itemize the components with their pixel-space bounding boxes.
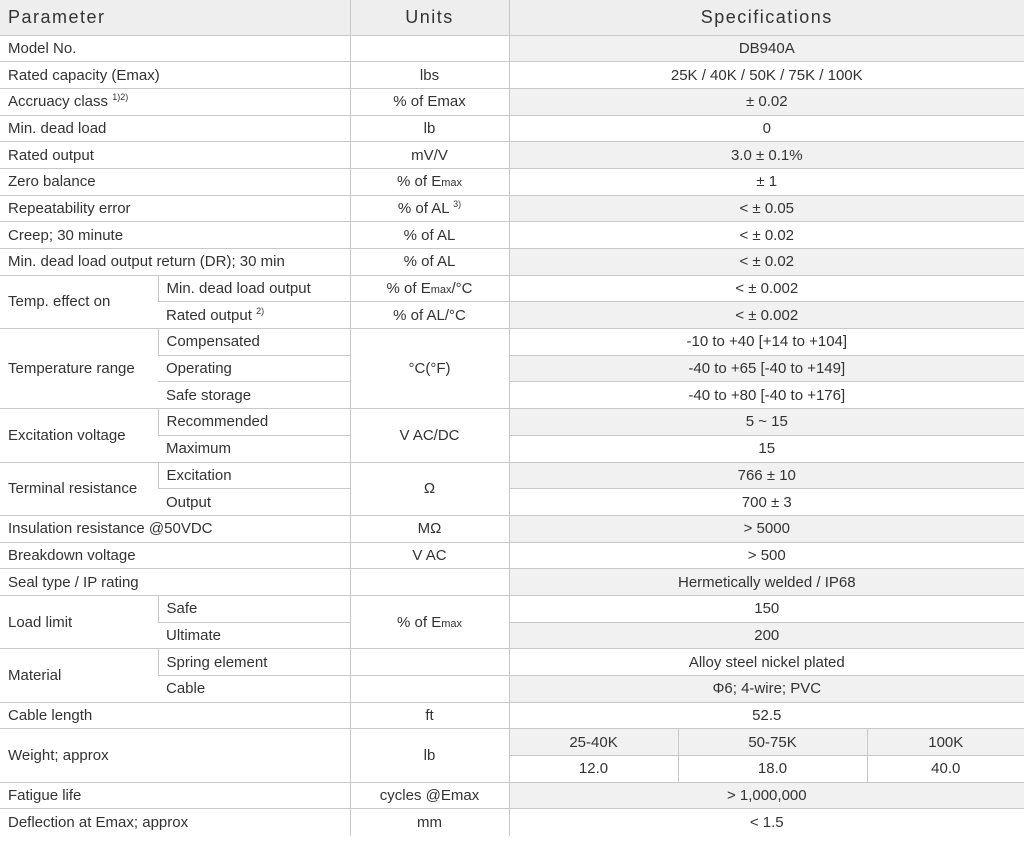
param-temp-effect: Temp. effect on bbox=[0, 275, 158, 328]
unit-seal bbox=[350, 569, 509, 596]
unit-zero-balance-text: % of E bbox=[397, 173, 442, 191]
sub-terminal-output: Output bbox=[158, 489, 350, 516]
unit-material-spring bbox=[350, 649, 509, 676]
spec-fatigue: > 1,000,000 bbox=[509, 782, 1024, 809]
spec-breakdown: > 500 bbox=[509, 542, 1024, 569]
spec-insulation: > 5000 bbox=[509, 515, 1024, 542]
table-row bbox=[0, 515, 1024, 542]
spec-min-dead-load: 0 bbox=[509, 115, 1024, 142]
spec-zero-balance: ± 1 bbox=[509, 168, 1024, 195]
sub-excitation-recommended: Recommended bbox=[158, 409, 350, 436]
unit-terminal-resistance: Ω bbox=[350, 462, 509, 515]
param-creep: Creep; 30 minute bbox=[0, 222, 350, 249]
sub-temp-effect-rated-footnote: 2) bbox=[256, 305, 265, 316]
param-weight: Weight; approx bbox=[0, 729, 350, 782]
param-fatigue: Fatigue life bbox=[0, 782, 350, 809]
table-row bbox=[0, 35, 1024, 62]
unit-accuracy: % of Emax bbox=[350, 88, 509, 115]
param-material: Material bbox=[0, 649, 158, 702]
sub-load-limit-safe: Safe bbox=[158, 595, 350, 622]
param-accuracy bbox=[0, 88, 350, 115]
spec-temp-operating: -40 to +65 [-40 to +149] bbox=[509, 355, 1024, 382]
weight-value-100k: 40.0 bbox=[867, 756, 1024, 783]
weight-label-100k: 100K bbox=[867, 729, 1024, 756]
table-row bbox=[0, 88, 1024, 115]
unit-temp-effect-min-dead bbox=[350, 275, 509, 302]
spec-terminal-excitation: 766 ± 10 bbox=[509, 462, 1024, 489]
spec-repeatability: < ± 0.05 bbox=[509, 195, 1024, 222]
unit-temp-effect-text: % of E bbox=[386, 280, 431, 298]
unit-zero-balance bbox=[350, 168, 509, 195]
unit-breakdown: V AC bbox=[350, 542, 509, 569]
sub-terminal-excitation: Excitation bbox=[158, 462, 350, 489]
param-min-dead-load: Min. dead load bbox=[0, 115, 350, 142]
unit-dead-load-return: % of AL bbox=[350, 249, 509, 276]
header-row bbox=[0, 0, 1024, 35]
param-insulation: Insulation resistance @50VDC bbox=[0, 515, 350, 542]
header-parameter: Parameter bbox=[0, 0, 350, 35]
param-capacity: Rated capacity (Emax) bbox=[0, 62, 350, 89]
unit-cable-length: ft bbox=[350, 702, 509, 729]
spec-excitation-maximum: 15 bbox=[509, 435, 1024, 462]
unit-fatigue: cycles @Emax bbox=[350, 782, 509, 809]
unit-temp-range: °C(°F) bbox=[350, 329, 509, 409]
table-row bbox=[0, 249, 1024, 276]
table-row bbox=[0, 115, 1024, 142]
spec-capacity: 25K / 40K / 50K / 75K / 100K bbox=[509, 62, 1024, 89]
unit-load-limit-subscript: max bbox=[441, 617, 462, 630]
weight-value-25-40k: 12.0 bbox=[509, 756, 678, 783]
sub-temp-operating: Operating bbox=[158, 355, 350, 382]
unit-weight: lb bbox=[350, 729, 509, 782]
table-row bbox=[0, 569, 1024, 596]
unit-repeatability-footnote: 3) bbox=[453, 198, 462, 209]
unit-capacity: lbs bbox=[350, 62, 509, 89]
table-row bbox=[0, 409, 1024, 436]
spec-temp-effect-rated: < ± 0.002 bbox=[509, 302, 1024, 329]
table-row bbox=[0, 809, 1024, 836]
param-repeatability: Repeatability error bbox=[0, 195, 350, 222]
unit-material-cable bbox=[350, 676, 509, 703]
unit-temp-effect-rated: % of AL/°C bbox=[350, 302, 509, 329]
unit-load-limit-text: % of E bbox=[397, 613, 442, 631]
spec-rated-output: 3.0 ± 0.1% bbox=[509, 142, 1024, 169]
param-terminal-resistance: Terminal resistance bbox=[0, 462, 158, 515]
unit-load-limit bbox=[350, 595, 509, 648]
spec-cable-length: 52.5 bbox=[509, 702, 1024, 729]
table-row bbox=[0, 542, 1024, 569]
sub-material-spring: Spring element bbox=[158, 649, 350, 676]
unit-temp-effect-tail: /°C bbox=[451, 280, 473, 298]
param-excitation-voltage: Excitation voltage bbox=[0, 409, 158, 462]
header-specifications: Specifications bbox=[509, 0, 1024, 35]
spec-dead-load-return: < ± 0.02 bbox=[509, 249, 1024, 276]
spec-temp-safe-storage: -40 to +80 [-40 to +176] bbox=[509, 382, 1024, 409]
weight-label-25-40k: 25-40K bbox=[509, 729, 678, 756]
sub-temp-safe-storage: Safe storage bbox=[158, 382, 350, 409]
table-row bbox=[0, 195, 1024, 222]
table-row bbox=[0, 275, 1024, 302]
spec-creep: < ± 0.02 bbox=[509, 222, 1024, 249]
sub-excitation-maximum: Maximum bbox=[158, 435, 350, 462]
table-row bbox=[0, 649, 1024, 676]
param-load-limit: Load limit bbox=[0, 595, 158, 648]
spec-accuracy: ± 0.02 bbox=[509, 88, 1024, 115]
spec-excitation-recommended: 5 ~ 15 bbox=[509, 409, 1024, 436]
table-row bbox=[0, 62, 1024, 89]
spec-model: DB940A bbox=[509, 35, 1024, 62]
unit-temp-effect-subscript: max bbox=[430, 284, 452, 297]
sub-load-limit-ultimate: Ultimate bbox=[158, 622, 350, 649]
table-row bbox=[0, 142, 1024, 169]
sub-temp-effect-min-dead: Min. dead load output bbox=[158, 275, 350, 302]
unit-repeatability bbox=[350, 195, 509, 222]
sub-temp-compensated: Compensated bbox=[158, 329, 350, 356]
unit-min-dead-load: lb bbox=[350, 115, 509, 142]
table-row bbox=[0, 168, 1024, 195]
header-units: Units bbox=[350, 0, 509, 35]
spec-load-limit-ultimate: 200 bbox=[509, 622, 1024, 649]
param-model: Model No. bbox=[0, 35, 350, 62]
param-dead-load-return: Min. dead load output return (DR); 30 min bbox=[0, 249, 350, 276]
table-row bbox=[0, 462, 1024, 489]
param-accuracy-text: Accruacy class bbox=[8, 93, 109, 111]
unit-repeatability-text: % of AL bbox=[397, 199, 449, 217]
spec-terminal-output: 700 ± 3 bbox=[509, 489, 1024, 516]
param-rated-output: Rated output bbox=[0, 142, 350, 169]
param-zero-balance: Zero balance bbox=[0, 168, 350, 195]
spec-material-spring: Alloy steel nickel plated bbox=[509, 649, 1024, 676]
spec-temp-compensated: -10 to +40 [+14 to +104] bbox=[509, 329, 1024, 356]
table-row bbox=[0, 222, 1024, 249]
table-row bbox=[0, 782, 1024, 809]
spec-temp-effect-min-dead: < ± 0.002 bbox=[509, 275, 1024, 302]
table-row bbox=[0, 329, 1024, 356]
unit-rated-output: mV/V bbox=[350, 142, 509, 169]
weight-value-50-75k: 18.0 bbox=[678, 756, 867, 783]
param-cable-length: Cable length bbox=[0, 702, 350, 729]
param-deflection: Deflection at Emax; approx bbox=[0, 809, 350, 836]
unit-deflection: mm bbox=[350, 809, 509, 836]
sub-temp-effect-rated bbox=[158, 302, 350, 329]
unit-creep: % of AL bbox=[350, 222, 509, 249]
unit-zero-balance-subscript: max bbox=[441, 177, 462, 190]
param-seal: Seal type / IP rating bbox=[0, 569, 350, 596]
spec-deflection: < 1.5 bbox=[509, 809, 1024, 836]
param-accuracy-footnote: 1)2) bbox=[112, 92, 129, 103]
unit-model bbox=[350, 35, 509, 62]
sub-material-cable: Cable bbox=[158, 676, 350, 703]
spec-load-limit-safe: 150 bbox=[509, 595, 1024, 622]
table-row bbox=[0, 595, 1024, 622]
table-row bbox=[0, 702, 1024, 729]
param-temp-range: Temperature range bbox=[0, 329, 158, 409]
table-row bbox=[0, 729, 1024, 756]
sub-temp-effect-rated-text: Rated output bbox=[166, 306, 252, 324]
weight-label-50-75k: 50-75K bbox=[678, 729, 867, 756]
spec-seal: Hermetically welded / IP68 bbox=[509, 569, 1024, 596]
unit-insulation: MΩ bbox=[350, 515, 509, 542]
param-breakdown: Breakdown voltage bbox=[0, 542, 350, 569]
spec-material-cable: Φ6; 4-wire; PVC bbox=[509, 676, 1024, 703]
unit-excitation-voltage: V AC/DC bbox=[350, 409, 509, 462]
